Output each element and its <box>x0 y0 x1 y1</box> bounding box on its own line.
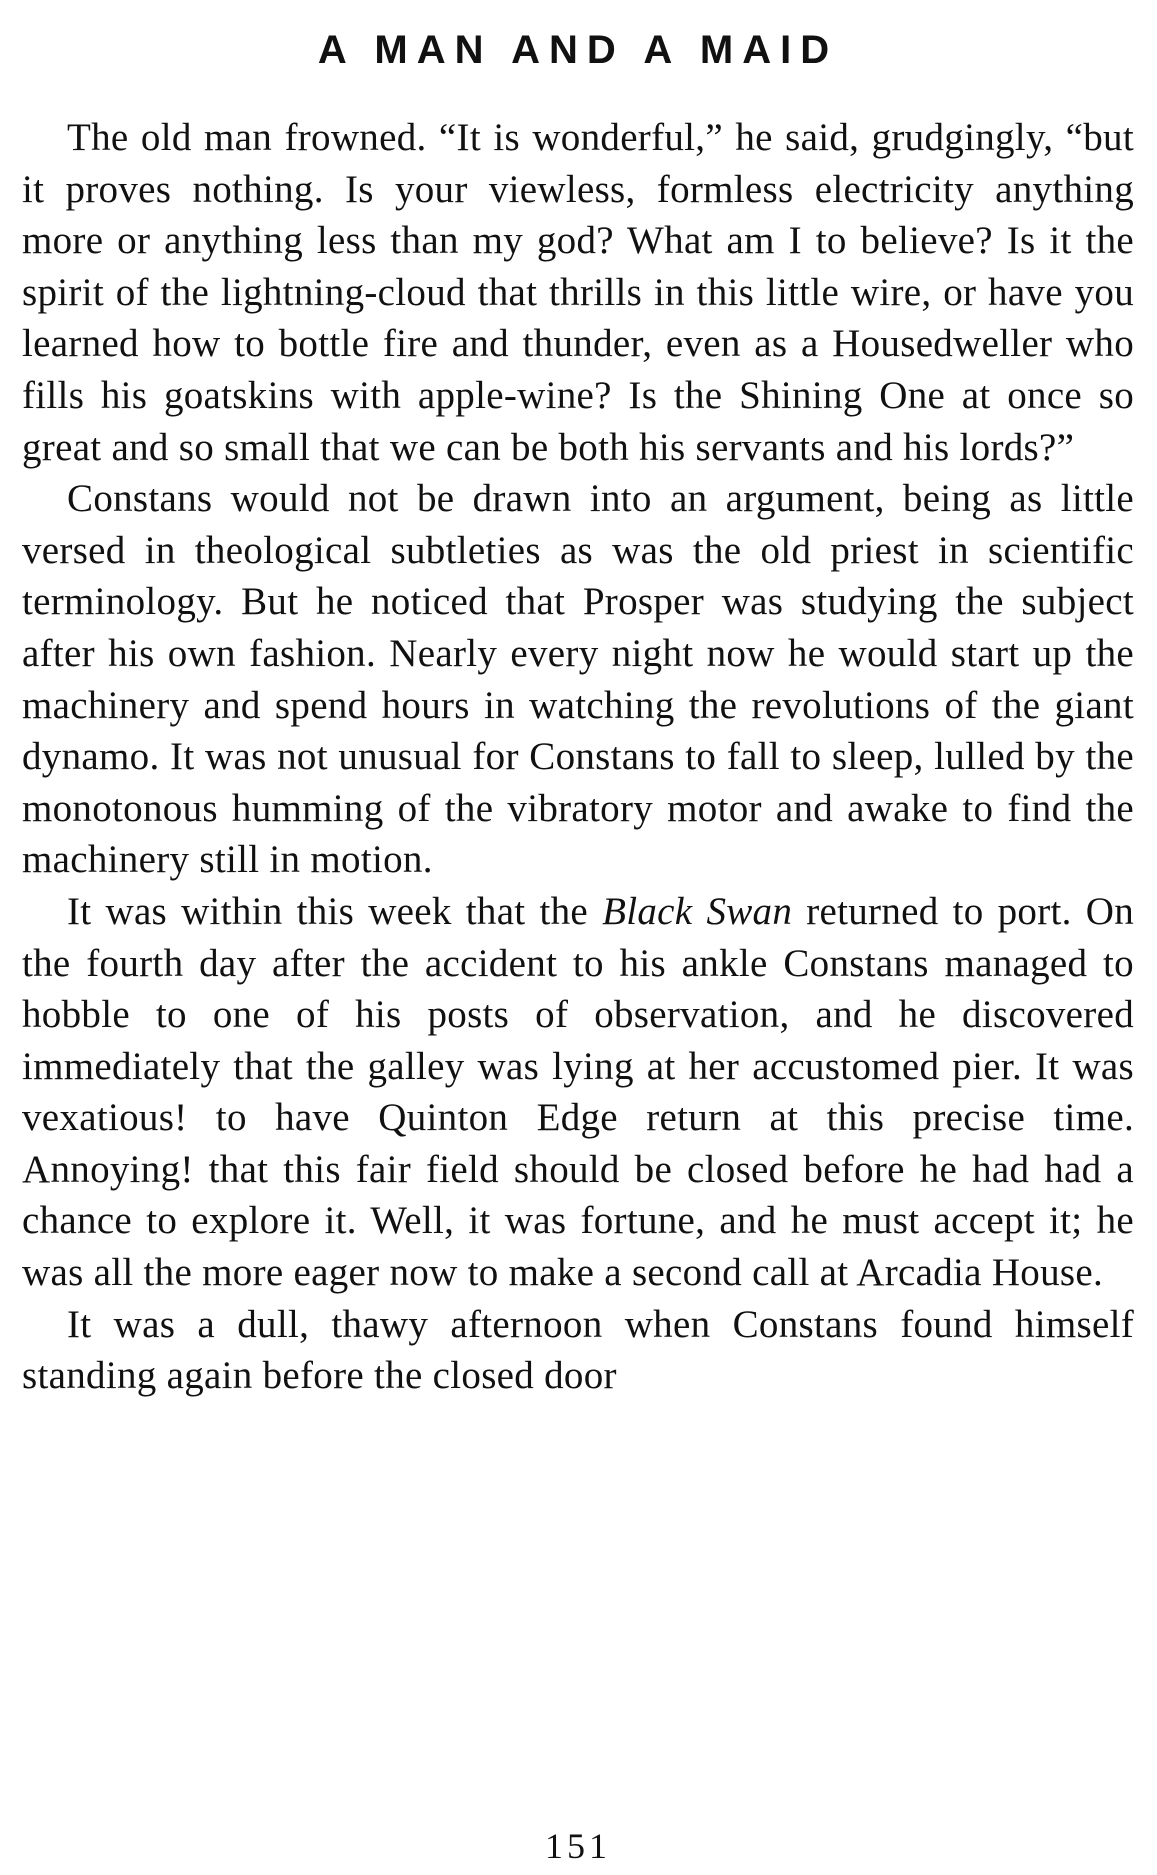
ship-name-italic: Black Swan <box>602 889 793 933</box>
paragraph-4: It was a dull, thawy afternoon when Constans found himself standing again before the closed door <box>22 1302 1134 1398</box>
paragraph-2: Constans would not be drawn into an argument, being as little versed in theological subtleties as was the old priest in scientific terminology. But he noticed that Prosper was studying the subject after his own fashion. Nearly every night now he would start up the machinery and spend hours in watching the revolutions of the giant dynamo. It was not unusual for Constans to fall to sleep, lulled by the monotonous humming of the vibratory motor and awake to find the machinery still in motion. <box>22 477 1134 882</box>
paragraph-3 <box>22 886 1134 1299</box>
page-number: 151 <box>545 1826 611 1866</box>
paragraph-3-lead: It was within this week that the <box>67 889 603 933</box>
paragraph-3-rest: returned to port. On the fourth day after the accident to his ankle Constans managed to hobble to one of his posts of observation, and he discovered immediately that the galley was lying at her accustomed pier. It was vexatious! to have Quinton Edge return at this precise time. Annoying! that this fair field should be closed before he had had a chance to explore it. Well, it was fortune, and he must accept it; he was all the more eager now to make a second call at Arcadia House. <box>22 889 1135 1295</box>
paragraph-1: The old man frowned. “It is wonderful,” he said, grudgingly, “but it proves nothing. Is your viewless, formless electricity anything more or anything less than my god? What am I to believe? Is it the spirit of the lightning-cloud that thrills in this little wire, or have you learned how to bottle fire and thunder, even as a Housedweller who fills his goatskins with apple-wine? Is the Shining One at once so great and so small that we can be both his servants and his lords?” <box>22 116 1134 469</box>
body-text <box>22 112 1134 1402</box>
book-page <box>22 18 1135 1866</box>
running-head: A MAN AND A MAID <box>317 28 839 72</box>
